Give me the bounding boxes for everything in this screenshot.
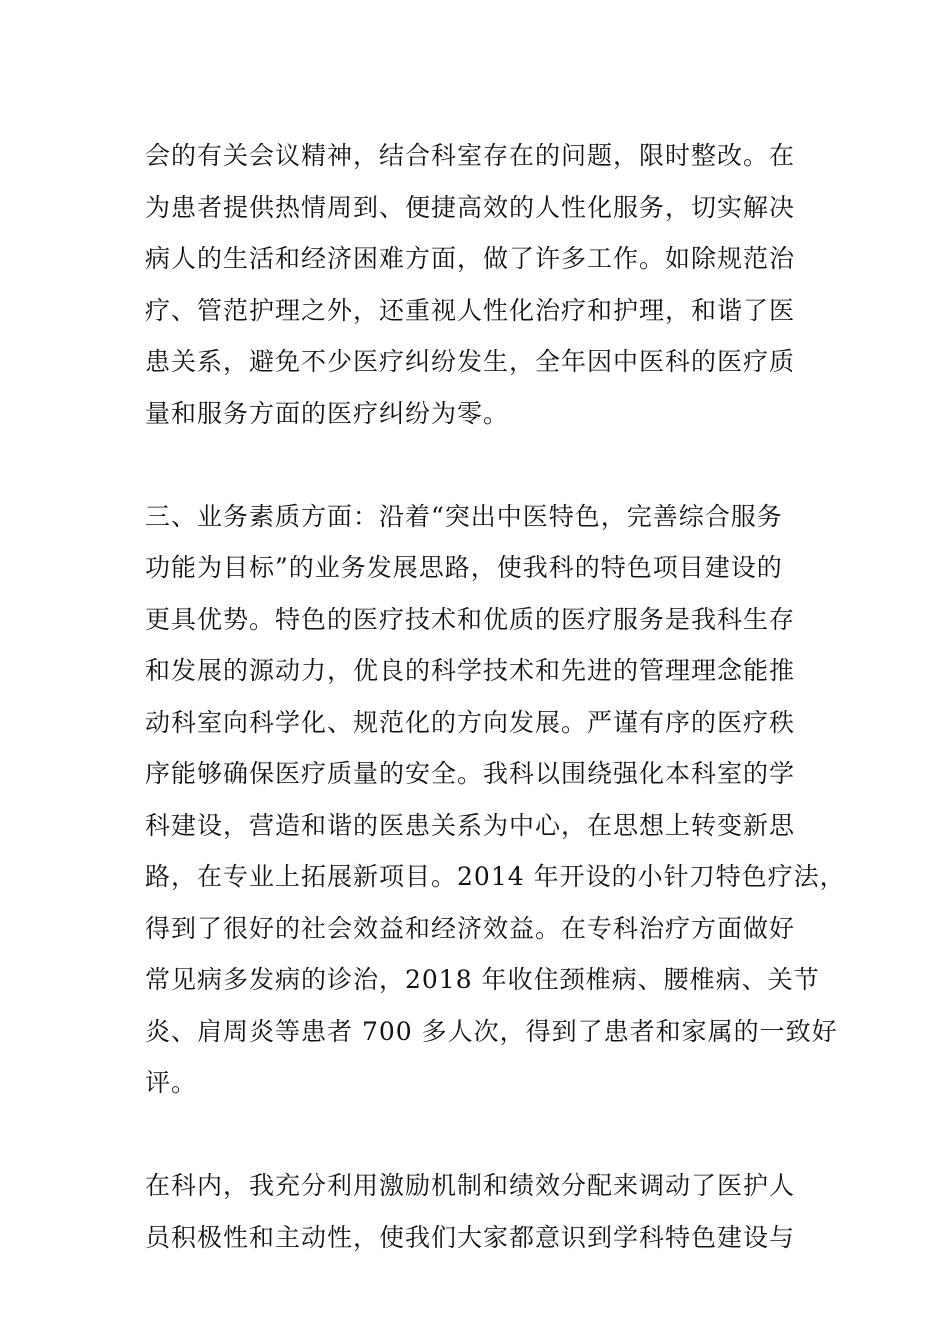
text-line: 路，在专业上拓展新项目。2014 年开设的小针刀特色疗法， (145, 862, 846, 891)
text-line: 疗、管范护理之外，还重视人性化治疗和护理，和谐了医 (145, 295, 796, 325)
text-line: 动科室向科学化、规范化的方向发展。严谨有序的医疗秩 (145, 707, 796, 737)
paragraph-2 (145, 491, 846, 1109)
paragraph-spacer (145, 1109, 815, 1161)
document-body (145, 130, 846, 1263)
text-line: 更具优势。特色的医疗技术和优质的医疗服务是我科生存 (145, 604, 796, 634)
text-line: 炎、肩周炎等患者 700 多人次，得到了患者和家属的一致好 (145, 1016, 838, 1046)
text-line: 功能为目标”的业务发展思路，使我科的特色项目建设的 (145, 553, 783, 582)
text-line: 量和服务方面的医疗纠纷为零。 (145, 398, 510, 428)
text-line: 在科内，我充分利用激励机制和绩效分配来调动了医护人 (145, 1171, 796, 1200)
text-line: 会的有关会议精神，结合科室存在的问题，限时整改。在 (145, 141, 796, 170)
text-line: 和发展的源动力，优良的科学技术和先进的管理理念能推 (145, 656, 796, 685)
paragraph-3 (145, 1160, 815, 1263)
text-line: 科建设，营造和谐的医患关系为中心，在思想上转变新思 (145, 810, 796, 840)
paragraph-1 (145, 130, 815, 439)
text-line: 序能够确保医疗质量的安全。我科以围绕强化本科室的学 (145, 759, 796, 788)
text-line: 三、业务素质方面：沿着“突出中医特色，完善综合服务 (145, 501, 783, 531)
text-line: 常见病多发病的诊治，2018 年收住颈椎病、腰椎病、关节 (145, 965, 820, 994)
text-line: 得到了很好的社会效益和经济效益。在专科治疗方面做好 (145, 913, 796, 943)
text-line: 评。 (145, 1068, 198, 1097)
text-line: 员积极性和主动性，使我们大家都意识到学科特色建设与 (145, 1222, 796, 1252)
paragraph-spacer (145, 439, 815, 491)
text-line: 病人的生活和经济困难方面，做了许多工作。如除规范治 (145, 244, 796, 273)
text-line: 患关系，避免不少医疗纠纷发生，全年因中医科的医疗质 (145, 347, 796, 376)
text-line: 为患者提供热情周到、便捷高效的人性化服务，切实解决 (145, 192, 796, 222)
